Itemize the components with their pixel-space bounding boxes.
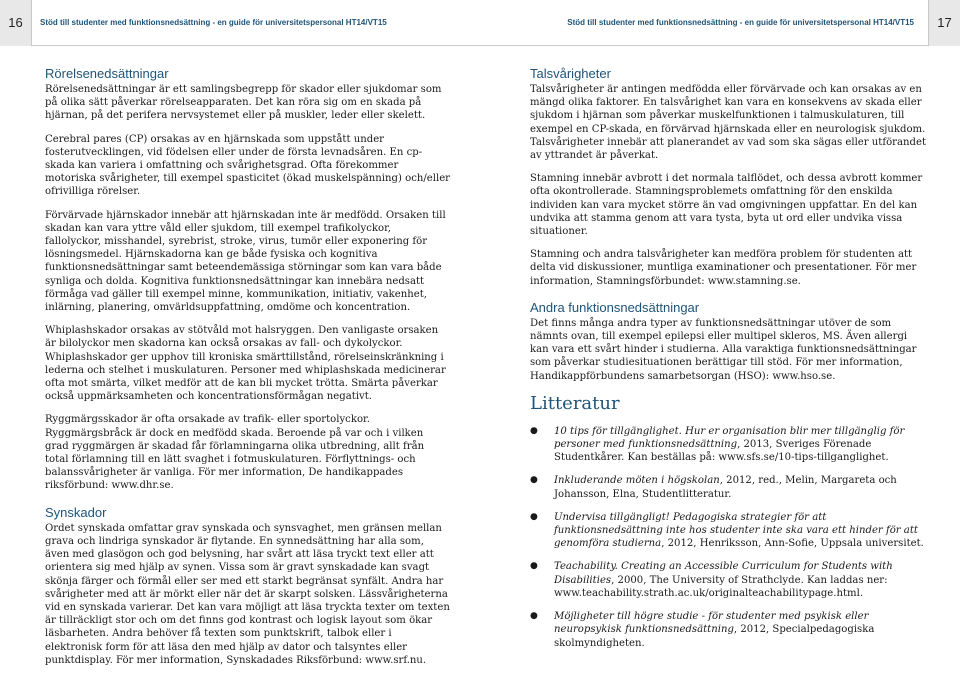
list-item: ● Inkluderande möten i högskolan, 2012, red., Melin, Margareta och Johansson, Elna, Studentlitteratur. (530, 475, 897, 500)
right-page-header (480, 0, 960, 46)
literature-list (530, 425, 927, 650)
bullet-icon: ● (530, 611, 538, 622)
paragraph-forvarvade-hjarnskador: Förvärvade hjärnskador innebär att hjärnskadan inte är medfödd. Orsaken till skadan kan vara yttre våld eller sjukdom, till exempel trafikolyckor, fallolyckor, misshandel, syrebrist, stroke, virus, tumör eller exponering för lösningsmedel. Hjärnskadorna kan ge både fysiska och kognitiva funktionsnedsättningar samt beteendemässiga störningar som kan vara både synliga och dolda. Kognitiva funktionsnedsättningar kan innebära nedsatt förmåga vad gäller till exempel minne, kommunikation, initiativ, vakenhet, inlärning, planering, omvärldsuppfattning, omdöme och koncentration. (45, 209, 446, 314)
paragraph-ryggmargsskador: Ryggmärgsskador är ofta orsakade av trafik- eller sportolyckor. Ryggmärgsbråck är dock en medfödd skada. Beroende på var och i vilken grad ryggmärgen är skadad får förlamningarna olika utbredning, allt från total förlamning till en lätt svaghet i fotmuskulaturen. Förflyttnings- och balanssvårigheter är vanliga. För mer information, De handikappades riksförbund: www.dhr.se. (45, 414, 425, 492)
left-column (45, 66, 450, 677)
bullet-icon: ● (530, 425, 538, 436)
paragraph-stamning-info: Stamning och andra talsvårigheter kan medföra problem för studenten att delta vid diskussioner, muntliga examinationer och presentationer. För mer information, Stamningsförbundet: www.stamning.se. (530, 249, 917, 287)
paragraph-stamning: Stamning innebär avbrott i det normala talflödet, och dessa avbrott kommer ofta okontrollerade. Stamningsproblemets omfattning för den enskilda individen kan vara mycket större än vad omgivningen uppfattar. En del kan undvika att stamma genom att vara tysta, byta ut ord eller undvika vissa situationer. (530, 173, 923, 238)
left-page-header (0, 0, 480, 46)
bullet-icon: ● (530, 511, 538, 522)
paragraph-whiplash: Whiplashskador orsakas av stötvåld mot halsryggen. Den vanligaste orsaken är bilolyckor men skadorna kan också orsakas av fall- och dykolyckor. Whiplashskador ger upphov till kroniska smärttillstånd, rörelseinskränkning i lederna och stelhet i muskulaturen. Personer med whiplashskada medicinerar ofta mot smärta, vilket medför att de kan bli mycket trötta. Smärta påverkar också uppmärksamheten och koncentrationsförmågan negativt. (45, 325, 446, 403)
left-page-number: 16 (0, 0, 32, 46)
list-item: ● Teachability. Creating an Accessible Curriculum for Students with Disabilities, 2000, The University of Strathclyde. Kan laddas ner: www.teachability.strath.ac.uk/originalteachabilitypage.html. (530, 561, 893, 599)
heading-synskador: Synskador (45, 504, 107, 520)
paragraph-andra: Det finns många andra typer av funktionsnedsättningar utöver de som nämnts ovan, till exempel epilepsi eller multipel skleros, MS. Även allergi kan vara ett svårt hinder i studierna. Alla varaktiga funktionsnedsättningar som påverkar studiesituationen berättigar till stöd. För mer information, Handikappförbundens samarbetsorgan (HSO): www.hso.se. (530, 317, 917, 382)
bullet-icon: ● (530, 475, 538, 486)
list-item: ● Möjligheter till högre studie - för studenter med psykisk eller neuropsykisk funktionsnedsättning, 2012, Specialpedagogiska skolmyndigheten. (530, 611, 875, 649)
heading-talsvarigheter: Talsvårigheter (530, 66, 611, 81)
right-page-number: 17 (928, 0, 960, 46)
right-running-title: Stöd till studenter med funktionsnedsättning - en guide för universitetspersonal HT14/VT15 (567, 18, 914, 27)
paragraph-cerebral-pares: Cerebral pares (CP) orsakas av en hjärnskada som uppstått under fosterutvecklingen, vid födelsen eller under de första levnadsåren. En cp-skada kan variera i omfattning och svårighetsgrad. Ofta förekommer motoriska svårigheter, till exempel spasticitet (ökad muskelspänning) och/eller ofrivilliga rörelser. (45, 133, 450, 198)
paragraph-talsvarigheter: Talsvårigheter är antingen medfödda eller förvärvade och kan orsakas av en mängd olika faktorer. En talsvårighet kan vara en konsekvens av skada eller sjukdom i hjärnan som påverkar muskelfunktionen i talmuskulaturen, till exempel en CP-skada, en förvärvad hjärnskada eller en neurologisk sjukdom. Talsvårigheter innebär att planerandet av vad som ska sägas eller utförandet av yttrandet är påverkat. (530, 84, 927, 162)
bullet-icon: ● (530, 561, 538, 572)
right-column (530, 66, 927, 660)
heading-rorelsenedsattningar: Rörelsenedsättningar (45, 66, 169, 81)
list-item: ● Undervisa tillgängligt! Pedagogiska strategier för att funktionsnedsättning inte hos studenter inte ska vara ett hinder för att genomföra studierna, 2012, Henriksson, Ann-Sofie, Uppsala universitet. (530, 511, 924, 550)
list-item: ● 10 tips för tillgänglighet. Hur er organisation blir mer tillgänglig för personer med funktionsnedsättning, 2013, Sveriges Förenade Studentkårer. Kan beställas på: www.sfs.se/10-tips-tillganglighet. (530, 425, 905, 464)
paragraph-synskador: Ordet synskada omfattar grav synskada och synsvaghet, men gränsen mellan grava och lindriga synskador är flytande. En synnedsättning har alla som, även med glasögon och god belysning, har svårt att läsa tryckt text eller att orientera sig med hjälp av synen. Vissa som är gravt synskadade kan svagt skönja färger och förmål eller ser med ett starkt begränsat synfält. Andra har svårigheter med att är mörkt eller när det är skarpt solsken. Lässvårigheterna vid en synskada varierar. Det kan vara möjligt att läsa tryckta texter om texten är tillräckligt stor och om det finns god kontrast och logisk layout som ökar läsbarheten. Andra behöver få texten som punktskrift, talbok eller i elektronisk form för att läsa den med hjälp av dator och talsyntes eller punktdisplay. För mer information, Synskadades Riksförbund: www.srf.nu. (45, 522, 450, 666)
left-running-title: Stöd till studenter med funktionsnedsättning - en guide för universitetspersonal HT14/VT15 (40, 18, 387, 27)
heading-litteratur: Litteratur (530, 392, 620, 414)
heading-andra-funktionsnedsattningar: Andra funktionsnedsättningar (530, 299, 700, 315)
paragraph-rorelse-intro: Rörelsenedsättningar är ett samlingsbegrepp för skador eller sjukdomar som på olika sätt påverkar rörelseapparaten. Det kan röra sig om en skada på hjärnan, på det perifera nervsystemet eller på muskler, leder eller skelett. (45, 84, 442, 122)
